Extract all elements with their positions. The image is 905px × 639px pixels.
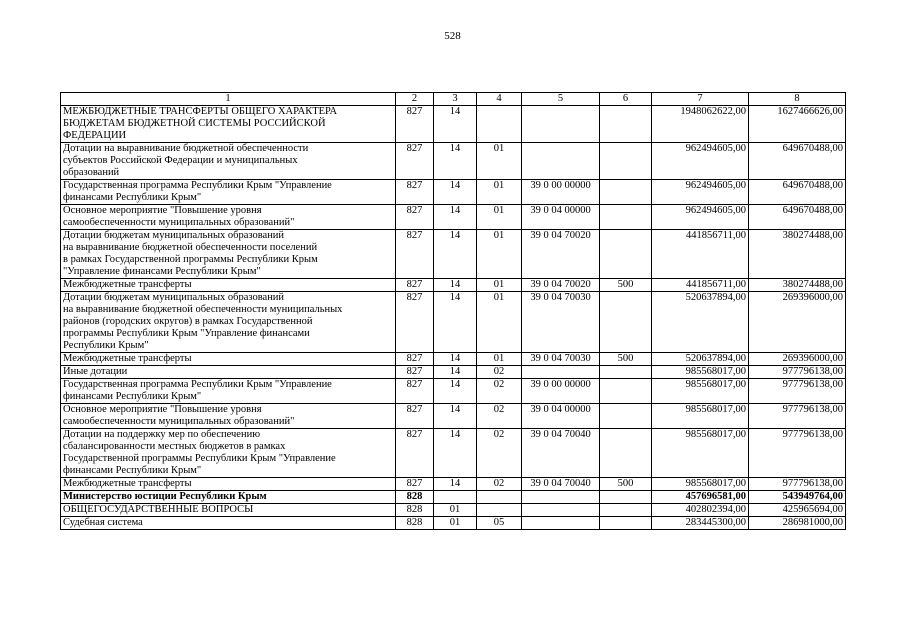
target-article-cell [522,366,600,379]
amount-year2-cell: 649670488,00 [749,143,846,180]
header-cell: 3 [434,93,477,106]
table-row [61,230,846,279]
amount-year1-cell: 1948062622,00 [652,106,749,143]
subsection-code-cell [477,106,522,143]
expense-type-cell [600,180,652,205]
subsection-code-cell [477,504,522,517]
header-cell: 8 [749,93,846,106]
amount-year1-cell: 985568017,00 [652,404,749,429]
target-article-cell [522,143,600,180]
section-code-cell: 14 [434,478,477,491]
row-name-cell: Государственная программа Республики Крым "Управление финансами Республики Крым" [61,379,396,404]
grbs-code-cell: 828 [396,491,434,504]
row-name-cell: Дотации бюджетам муниципальных образований на выравнивание бюджетной обеспеченности муниципальных районов (городских округов) в рамках Государственной программы Республики Крым "Управление финансами Республики Крым" [61,292,396,353]
row-name-cell: МЕЖБЮДЖЕТНЫЕ ТРАНСФЕРТЫ ОБЩЕГО ХАРАКТЕРА БЮДЖЕТАМ БЮДЖЕТНОЙ СИСТЕМЫ РОССИЙСКОЙ ФЕДЕРАЦИИ [61,106,396,143]
expense-type-cell [600,205,652,230]
row-name-cell: Дотации на поддержку мер по обеспечению сбалансированности местных бюджетов в рамках Государственной программы Республики Крым "Управление финансами Республики Крым" [61,429,396,478]
target-article-cell: 39 0 04 70040 [522,429,600,478]
subsection-code-cell: 01 [477,353,522,366]
amount-year2-cell: 543949764,00 [749,491,846,504]
row-name-cell: Судебная система [61,517,396,530]
subsection-code-cell: 02 [477,429,522,478]
subsection-code-cell: 01 [477,230,522,279]
row-name-cell: Межбюджетные трансферты [61,279,396,292]
amount-year1-cell: 283445300,00 [652,517,749,530]
amount-year2-cell: 286981000,00 [749,517,846,530]
page-number: 528 [444,30,461,42]
amount-year1-cell: 520637894,00 [652,353,749,366]
section-code-cell: 14 [434,180,477,205]
table-row [61,478,846,491]
table-row [61,491,846,504]
grbs-code-cell: 827 [396,366,434,379]
subsection-code-cell: 02 [477,404,522,429]
target-article-cell: 39 0 04 70030 [522,292,600,353]
grbs-code-cell: 827 [396,478,434,491]
grbs-code-cell: 827 [396,404,434,429]
amount-year1-cell: 457696581,00 [652,491,749,504]
grbs-code-cell: 827 [396,143,434,180]
amount-year1-cell: 985568017,00 [652,429,749,478]
expense-type-cell: 500 [600,478,652,491]
grbs-code-cell: 827 [396,353,434,366]
section-code-cell: 14 [434,404,477,429]
section-code-cell: 14 [434,379,477,404]
section-code-cell: 14 [434,230,477,279]
table-row [61,106,846,143]
amount-year2-cell: 425965694,00 [749,504,846,517]
expense-type-cell [600,230,652,279]
section-code-cell: 14 [434,143,477,180]
expense-type-cell [600,143,652,180]
amount-year2-cell: 977796138,00 [749,429,846,478]
row-name-cell: Иные дотации [61,366,396,379]
target-article-cell [522,517,600,530]
grbs-code-cell: 827 [396,106,434,143]
section-code-cell: 01 [434,504,477,517]
expense-type-cell [600,404,652,429]
amount-year1-cell: 985568017,00 [652,379,749,404]
grbs-code-cell: 827 [396,230,434,279]
target-article-cell: 39 0 04 70020 [522,279,600,292]
amount-year2-cell: 977796138,00 [749,404,846,429]
table-row [61,292,846,353]
table-row [61,366,846,379]
grbs-code-cell: 827 [396,292,434,353]
subsection-code-cell: 01 [477,143,522,180]
amount-year2-cell: 649670488,00 [749,205,846,230]
subsection-code-cell: 01 [477,180,522,205]
table-header-row [61,93,846,106]
amount-year2-cell: 269396000,00 [749,353,846,366]
row-name-cell: ОБЩЕГОСУДАРСТВЕННЫЕ ВОПРОСЫ [61,504,396,517]
row-name-cell: Основное мероприятие "Повышение уровня самообеспеченности муниципальных образований" [61,404,396,429]
expense-type-cell [600,429,652,478]
row-name-cell: Министерство юстиции Республики Крым [61,491,396,504]
expense-type-cell [600,292,652,353]
table-row [61,143,846,180]
amount-year1-cell: 962494605,00 [652,143,749,180]
section-code-cell: 14 [434,279,477,292]
amount-year2-cell: 380274488,00 [749,279,846,292]
amount-year2-cell: 977796138,00 [749,366,846,379]
table-row [61,429,846,478]
amount-year2-cell: 380274488,00 [749,230,846,279]
section-code-cell: 14 [434,353,477,366]
section-code-cell: 01 [434,517,477,530]
amount-year1-cell: 441856711,00 [652,279,749,292]
amount-year2-cell: 649670488,00 [749,180,846,205]
grbs-code-cell: 828 [396,517,434,530]
target-article-cell: 39 0 00 00000 [522,180,600,205]
grbs-code-cell: 827 [396,429,434,478]
amount-year1-cell: 962494605,00 [652,180,749,205]
table-row [61,379,846,404]
row-name-cell: Дотации на выравнивание бюджетной обеспеченности субъектов Российской Федерации и муниципальных образований [61,143,396,180]
header-cell: 5 [522,93,600,106]
amount-year2-cell: 1627466626,00 [749,106,846,143]
section-code-cell: 14 [434,205,477,230]
target-article-cell [522,106,600,143]
section-code-cell: 14 [434,366,477,379]
table-row [61,517,846,530]
amount-year2-cell: 269396000,00 [749,292,846,353]
table-body [61,106,846,530]
target-article-cell: 39 0 04 70030 [522,353,600,366]
table-row [61,279,846,292]
amount-year1-cell: 985568017,00 [652,478,749,491]
expense-type-cell: 500 [600,353,652,366]
amount-year1-cell: 402802394,00 [652,504,749,517]
amount-year2-cell: 977796138,00 [749,379,846,404]
header-cell: 1 [61,93,396,106]
header-cell: 7 [652,93,749,106]
table-row [61,205,846,230]
table-row [61,353,846,366]
grbs-code-cell: 827 [396,180,434,205]
expense-type-cell [600,366,652,379]
budget-table [60,92,846,530]
section-code-cell [434,491,477,504]
expense-type-cell [600,517,652,530]
row-name-cell: Дотации бюджетам муниципальных образований на выравнивание бюджетной обеспеченности поселений в рамках Государственной программы Республики Крым "Управление финансами Республики Крым" [61,230,396,279]
expense-type-cell: 500 [600,279,652,292]
section-code-cell: 14 [434,429,477,478]
target-article-cell: 39 0 04 00000 [522,205,600,230]
amount-year1-cell: 520637894,00 [652,292,749,353]
header-cell: 2 [396,93,434,106]
amount-year1-cell: 985568017,00 [652,366,749,379]
expense-type-cell [600,106,652,143]
subsection-code-cell: 05 [477,517,522,530]
target-article-cell [522,491,600,504]
header-cell: 4 [477,93,522,106]
target-article-cell: 39 0 00 00000 [522,379,600,404]
subsection-code-cell: 02 [477,478,522,491]
subsection-code-cell [477,491,522,504]
subsection-code-cell: 01 [477,205,522,230]
expense-type-cell [600,491,652,504]
subsection-code-cell: 02 [477,379,522,404]
header-cell: 6 [600,93,652,106]
amount-year2-cell: 977796138,00 [749,478,846,491]
target-article-cell: 39 0 04 00000 [522,404,600,429]
table-row [61,504,846,517]
expense-type-cell [600,504,652,517]
grbs-code-cell: 827 [396,205,434,230]
amount-year1-cell: 441856711,00 [652,230,749,279]
grbs-code-cell: 828 [396,504,434,517]
expense-type-cell [600,379,652,404]
target-article-cell: 39 0 04 70040 [522,478,600,491]
section-code-cell: 14 [434,292,477,353]
grbs-code-cell: 827 [396,379,434,404]
subsection-code-cell: 01 [477,292,522,353]
amount-year1-cell: 962494605,00 [652,205,749,230]
row-name-cell: Государственная программа Республики Крым "Управление финансами Республики Крым" [61,180,396,205]
table-row [61,180,846,205]
table-row [61,404,846,429]
subsection-code-cell: 02 [477,366,522,379]
target-article-cell [522,504,600,517]
row-name-cell: Межбюджетные трансферты [61,478,396,491]
row-name-cell: Межбюджетные трансферты [61,353,396,366]
row-name-cell: Основное мероприятие "Повышение уровня самообеспеченности муниципальных образований" [61,205,396,230]
target-article-cell: 39 0 04 70020 [522,230,600,279]
section-code-cell: 14 [434,106,477,143]
subsection-code-cell: 01 [477,279,522,292]
grbs-code-cell: 827 [396,279,434,292]
